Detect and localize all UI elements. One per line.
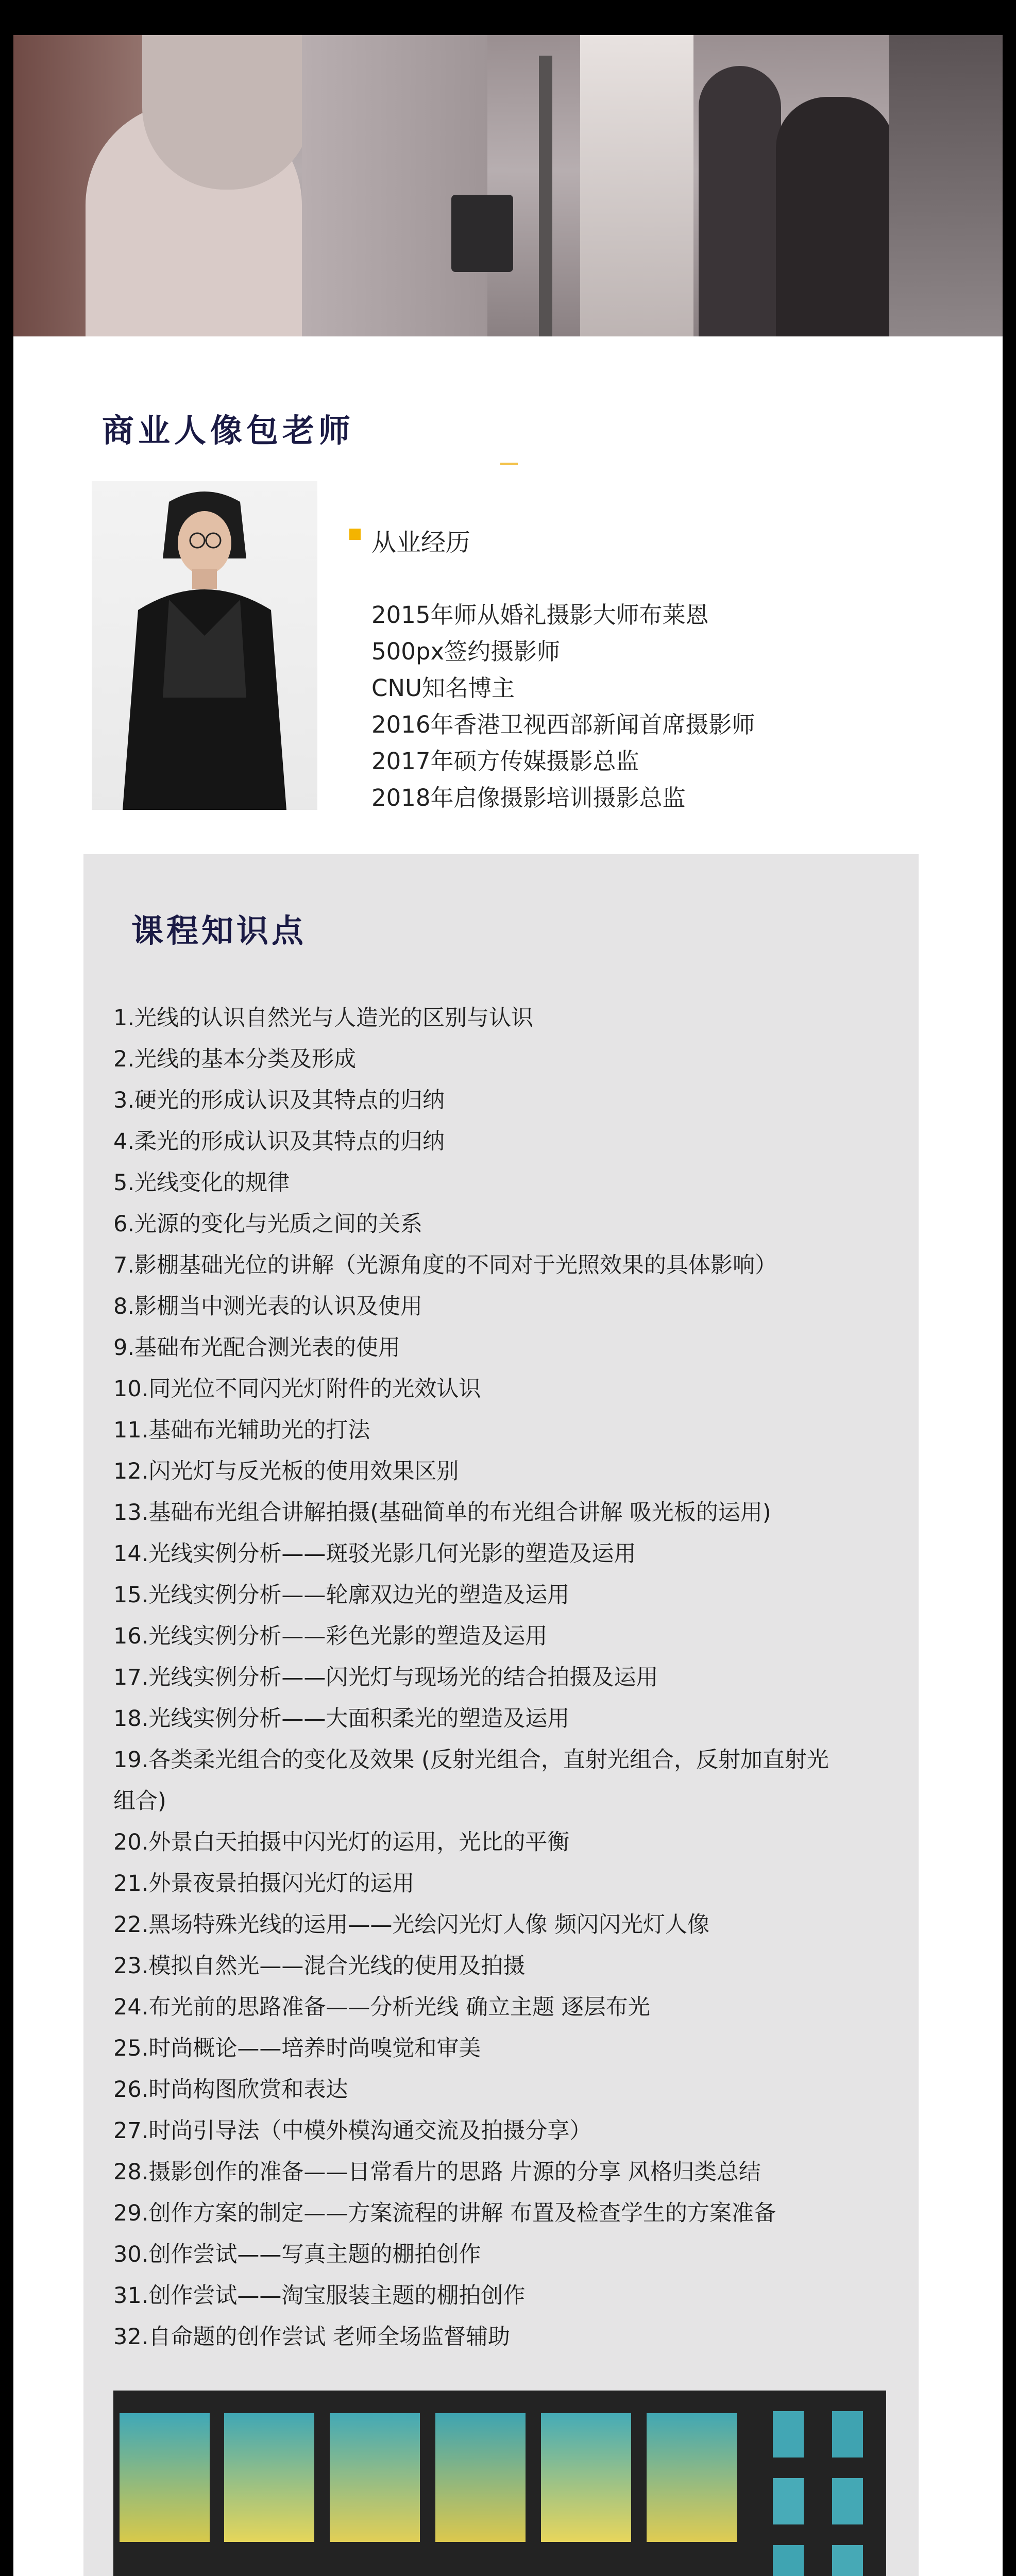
course-item: 10.同光位不同闪光灯附件的光效认识 xyxy=(113,1376,481,1402)
photo-thumb xyxy=(541,2413,631,2542)
experience-item: 2017年硕方传媒摄影总监 xyxy=(371,748,639,775)
hero-photo xyxy=(13,35,1003,336)
photo-thumb-small xyxy=(773,2411,804,2458)
course-item: 1.光线的认识自然光与人造光的区别与认识 xyxy=(113,1005,534,1031)
course-item: 22.黑场特殊光线的运用——光绘闪光灯人像 频闪闪光灯人像 xyxy=(113,1912,710,1938)
course-item: 3.硬光的形成认识及其特点的归纳 xyxy=(113,1088,445,1113)
course-item: 32.自命题的创作尝试 老师全场监督辅助 xyxy=(113,2324,511,2350)
course-panel xyxy=(83,854,919,2576)
photo-thumb-small xyxy=(773,2478,804,2524)
page xyxy=(13,35,1003,2576)
course-item: 12.闪光灯与反光板的使用效果区别 xyxy=(113,1459,459,1484)
teacher-title: 商业人像包老师 xyxy=(102,412,355,449)
course-item: 23.模拟自然光——混合光线的使用及拍摄 xyxy=(113,1953,526,1979)
course-item: 19.各类柔光组合的变化及效果 (反射光组合，直射光组合，反射加直射光组合) xyxy=(113,1747,829,1814)
course-item: 24.布光前的思路准备——分析光线 确立主题 逐层布光 xyxy=(113,1994,650,2020)
course-item: 15.光线实例分析——轮廓双边光的塑造及运用 xyxy=(113,1582,570,1608)
course-item: 4.柔光的形成认识及其特点的归纳 xyxy=(113,1129,445,1155)
course-item: 21.外景夜景拍摄闪光灯的运用 xyxy=(113,1871,415,1896)
experience-list xyxy=(371,597,755,816)
course-item: 29.创作方案的制定——方案流程的讲解 布置及检查学生的方案准备 xyxy=(113,2200,776,2226)
course-item: 11.基础布光辅助光的打法 xyxy=(113,1417,370,1443)
experience-item: 2016年香港卫视西部新闻首席摄影师 xyxy=(371,711,755,738)
course-item: 2.光线的基本分类及形成 xyxy=(113,1046,357,1072)
photo-thumb xyxy=(330,2413,420,2542)
course-item: 27.时尚引导法（中模外模沟通交流及拍摄分享） xyxy=(113,2118,592,2144)
course-item: 28.摄影创作的准备——日常看片的思路 片源的分享 风格归类总结 xyxy=(113,2159,761,2185)
photo-thumb-small xyxy=(832,2478,863,2524)
course-list xyxy=(113,997,896,2358)
student-photo-board xyxy=(113,2391,886,2576)
portrait-figure xyxy=(92,481,317,810)
experience-heading: 从业经历 xyxy=(371,528,471,557)
course-item: 26.时尚构图欣赏和表达 xyxy=(113,2077,348,2103)
teacher-portrait xyxy=(92,481,317,810)
course-item: 25.时尚概论——培养时尚嗅觉和审美 xyxy=(113,2036,481,2061)
course-item: 5.光线变化的规律 xyxy=(113,1170,290,1196)
photo-thumb xyxy=(647,2413,737,2542)
experience-item: 2015年师从婚礼摄影大师布莱恩 xyxy=(371,601,709,629)
course-item: 20.外景白天拍摄中闪光灯的运用，光比的平衡 xyxy=(113,1829,570,1855)
course-item: 9.基础布光配合测光表的使用 xyxy=(113,1335,401,1361)
course-item: 17.光线实例分析——闪光灯与现场光的结合拍摄及运用 xyxy=(113,1665,658,1690)
course-item: 7.影棚基础光位的讲解（光源角度的不同对于光照效果的具体影响） xyxy=(113,1252,777,1278)
gold-accent-line xyxy=(500,463,518,465)
bullet-icon xyxy=(349,529,361,540)
photo-thumb xyxy=(224,2413,314,2542)
course-item: 31.创作尝试——淘宝服装主题的棚拍创作 xyxy=(113,2283,526,2309)
photo-thumb-small xyxy=(832,2411,863,2458)
photo-thumb xyxy=(435,2413,526,2542)
photo-thumb-small xyxy=(832,2545,863,2576)
course-item: 6.光源的变化与光质之间的关系 xyxy=(113,1211,423,1237)
course-item: 14.光线实例分析——斑驳光影几何光影的塑造及运用 xyxy=(113,1541,636,1567)
course-item: 16.光线实例分析——彩色光影的塑造及运用 xyxy=(113,1623,548,1649)
photo-thumb-small xyxy=(773,2545,804,2576)
course-item: 13.基础布光组合讲解拍摄(基础简单的布光组合讲解 吸光板的运用) xyxy=(113,1500,771,1526)
course-title: 课程知识点 xyxy=(131,912,307,950)
course-item: 8.影棚当中测光表的认识及使用 xyxy=(113,1294,423,1319)
experience-item: 2018年启像摄影培训摄影总监 xyxy=(371,784,686,811)
experience-item: 500px签约摄影师 xyxy=(371,638,561,665)
course-item: 18.光线实例分析——大面积柔光的塑造及运用 xyxy=(113,1706,570,1732)
photo-thumb xyxy=(120,2413,210,2542)
course-item: 30.创作尝试——写真主题的棚拍创作 xyxy=(113,2242,481,2267)
experience-item: CNU知名博主 xyxy=(371,674,515,702)
